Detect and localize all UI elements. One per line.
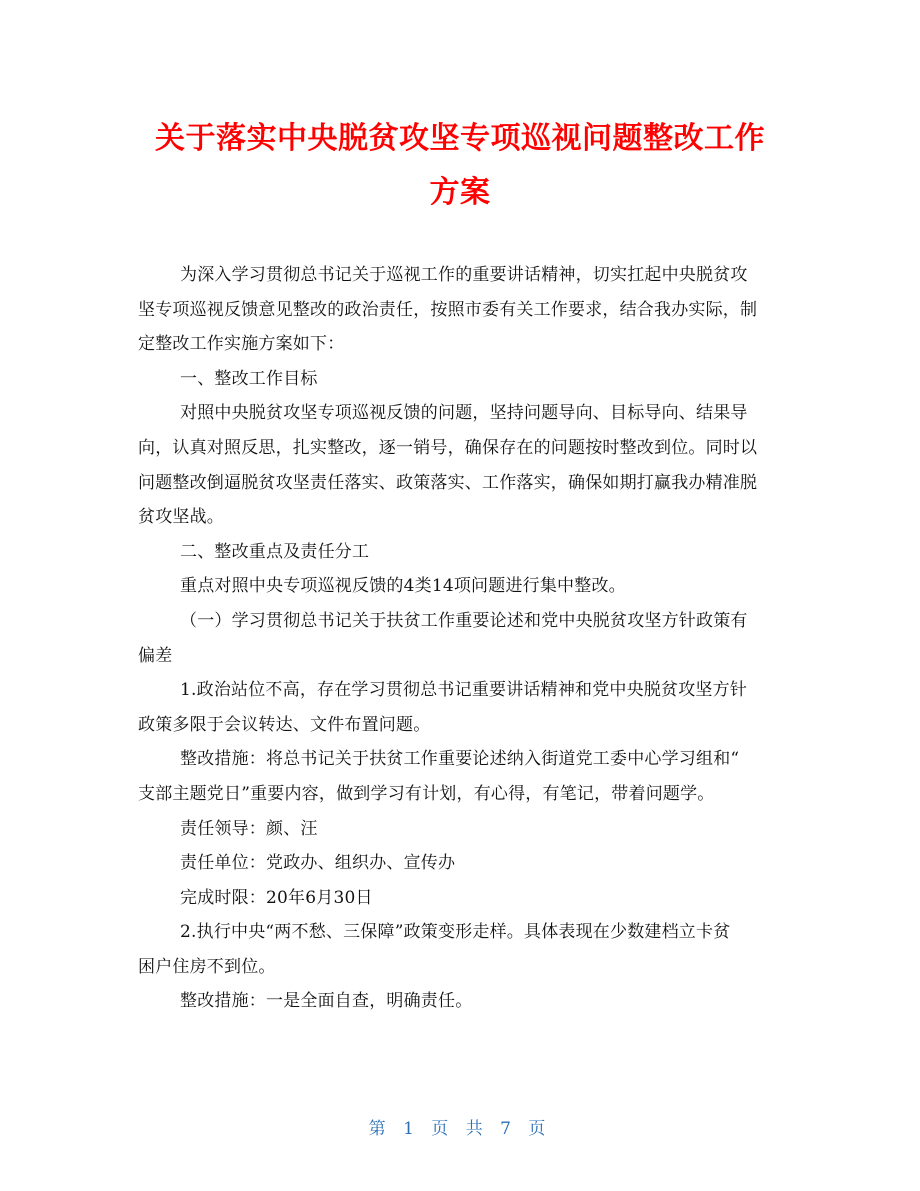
body-text-line: 2.执行中央“两不愁、三保障”政策变形走样。具体表现在少数建档立卡贫: [180, 922, 731, 943]
body-text-line: 1.政治站位不高，存在学习贯彻总书记重要讲话精神和党中央脱贫攻坚方针: [180, 680, 748, 701]
body-text-line: 政策多限于会议转达、文件布置问题。: [138, 714, 431, 735]
body-text-line: 重点对照中央专项巡视反馈的4类14项问题进行集中整改。: [180, 576, 626, 597]
body-text-line: 定整改工作实施方案如下：: [138, 334, 345, 355]
body-text-line: 为深入学习贯彻总书记关于巡视工作的重要讲话精神，切实扛起中央脱贫攻: [180, 265, 748, 285]
body-text-line: （一）学习贯彻总书记关于扶贫工作重要论述和党中央脱贫攻坚方针政策有: [180, 610, 748, 631]
body-text-line: 贫攻坚战。: [138, 507, 224, 528]
page-footer: 第 1 页 共 7 页: [368, 1119, 552, 1139]
body-text-line: 整改措施：将总书记关于扶贫工作重要论述纳入街道党工委中心学习组和“: [180, 749, 740, 770]
body-text-line: 整改措施：一是全面自查，明确责任。: [180, 991, 473, 1012]
body-text-line: 一、整改工作目标: [180, 368, 318, 389]
body-text-line: 二、整改重点及责任分工: [180, 541, 370, 562]
body-text-line: 责任单位：党政办、组织办、宣传办: [180, 853, 456, 874]
body-text-line: 向，认真对照反思，扎实整改，逐一销号，确保存在的问题按时整改到位。同时以: [138, 437, 758, 458]
body-text-line: 坚专项巡视反馈意见整改的政治责任，按照市委有关工作要求，结合我办实际，制: [138, 299, 758, 320]
body-text-line: 责任领导：颜、汪: [180, 818, 318, 839]
document-body: [138, 258, 788, 1019]
body-text-line: 偏差: [138, 645, 173, 666]
body-text-line: 完成时限：20年6月30日: [180, 887, 373, 908]
document-title-line-1: 关于落实中央脱贫攻坚专项巡视问题整改工作: [155, 121, 765, 156]
body-text-line: 对照中央脱贫攻坚专项巡视反馈的问题，坚持问题导向、目标导向、结果导: [180, 403, 748, 424]
body-text-line: 支部主题党日”重要内容，做到学习有计划，有心得，有笔记，带着问题学。: [138, 783, 715, 804]
document-title-line-2: 方案: [429, 175, 491, 210]
body-text-line: 困户住房不到位。: [138, 956, 276, 977]
body-text-line: 问题整改倒逼脱贫攻坚责任落实、政策落实、工作落实，确保如期打赢我办精准脱: [138, 472, 758, 493]
